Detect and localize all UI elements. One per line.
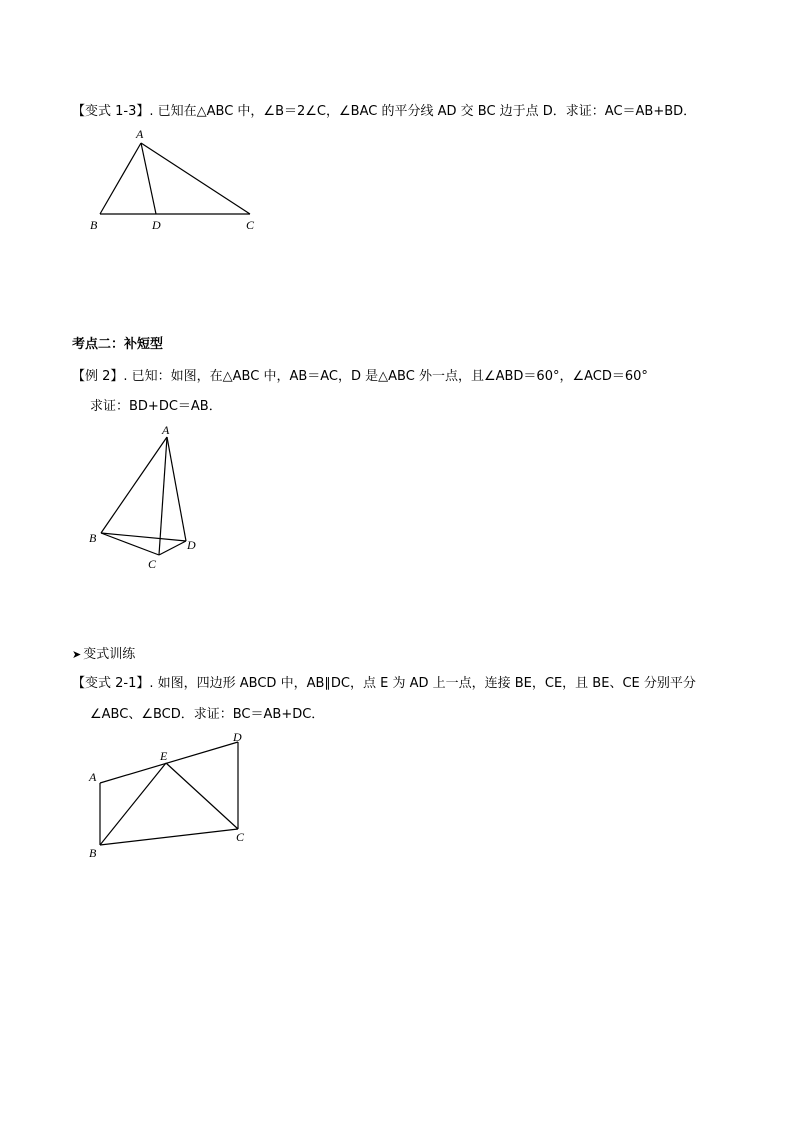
training-title: 变式训练 xyxy=(83,647,136,662)
segment-EB xyxy=(100,763,166,845)
variant-1-3-tag: 【变式 1-3】 xyxy=(72,104,150,119)
example-2-tag: 【例 2】 xyxy=(72,369,124,384)
label-A: A xyxy=(136,127,144,141)
variant-1-3-text: . 已知在△ABC 中，∠B＝2∠C，∠BAC 的平分线 AD 交 BC 边于点 D．求证：AC＝AB+BD． xyxy=(149,104,697,119)
section-title: 考点二：补短型 xyxy=(72,337,164,352)
variant-2-1-tag: 【变式 2-1】 xyxy=(72,676,150,691)
label-E: E xyxy=(160,749,168,763)
label-D: D xyxy=(187,538,196,552)
label-B: B xyxy=(89,531,97,545)
label-A: A xyxy=(162,423,170,437)
label-B: B xyxy=(89,846,97,860)
example-2-text: . 已知：如图，在△ABC 中，AB＝AC，D 是△ABC 外一点，且∠ABD＝60°，∠ACD＝60° xyxy=(123,369,648,384)
variant-2-1-text: . 如图，四边形 ABCD 中，AB∥DC，点 E 为 AD 上一点，连接 BE，CE，且 BE、CE 分别平分 xyxy=(149,676,696,691)
arrow-icon: ➤ xyxy=(72,648,82,661)
segment-EC xyxy=(166,763,238,829)
label-C: C xyxy=(236,830,245,844)
variant-2-1-line2: ∠ABC、∠BCD．求证：BC＝AB+DC． xyxy=(90,707,325,722)
label-D: D xyxy=(152,218,161,232)
segment-AD xyxy=(100,742,238,783)
label-B: B xyxy=(90,218,98,232)
label-A: A xyxy=(89,770,97,784)
example-2-prove: 求证：BD+DC＝AB． xyxy=(90,399,222,414)
label-D: D xyxy=(233,730,242,744)
label-C: C xyxy=(246,218,255,232)
label-C: C xyxy=(148,557,157,571)
segment-BC xyxy=(100,829,238,845)
